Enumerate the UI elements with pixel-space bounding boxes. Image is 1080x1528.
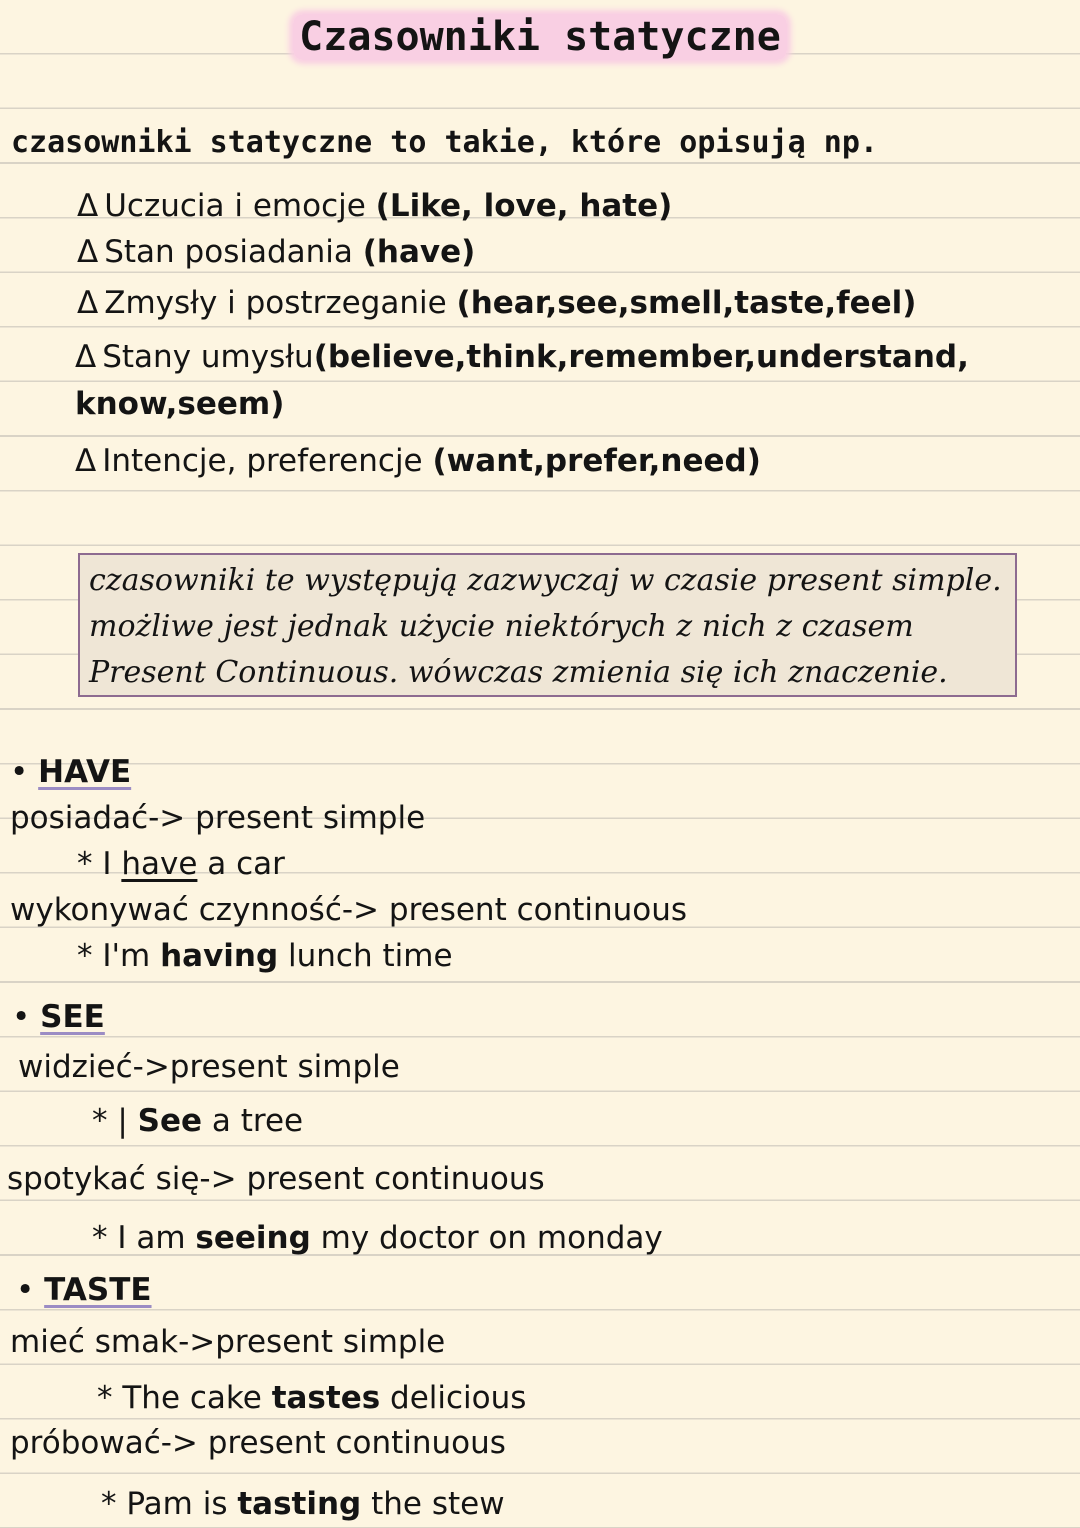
note-line: możliwe jest jednak użycie niektórych z nich z czasem xyxy=(89,609,914,644)
taste-simple-meaning: mieć smak->present simple xyxy=(10,1324,446,1360)
category-feelings: Δ Uczucia i emocje (Like, love, hate) xyxy=(77,188,673,224)
category-senses: Δ Zmysły i postrzeganie (hear,see,smell,taste,feel) xyxy=(77,285,917,321)
category-mind-continued: know,seem) xyxy=(75,386,285,422)
bullet-dot: • xyxy=(12,999,31,1035)
see-simple-meaning: widzieć->present simple xyxy=(18,1049,400,1085)
section-heading-taste: • TASTE xyxy=(16,1272,152,1308)
have-continuous-example: * I'm having lunch time xyxy=(77,938,453,974)
see-continuous-example: * I am seeing my doctor on monday xyxy=(92,1220,663,1256)
have-simple-example: * I have a car xyxy=(77,846,285,882)
taste-continuous-meaning: próbować-> present continuous xyxy=(10,1425,506,1461)
note-box xyxy=(78,553,1017,697)
have-simple-meaning: posiadać-> present simple xyxy=(10,800,426,836)
triangle-icon: Δ xyxy=(75,443,97,479)
category-mind: Δ Stany umysłu(believe,think,remember,understand, xyxy=(75,339,969,375)
see-simple-example: * | See a tree xyxy=(92,1103,304,1139)
taste-continuous-example: * Pam is tasting the stew xyxy=(101,1486,505,1522)
have-continuous-meaning: wykonywać czynność-> present continuous xyxy=(10,892,688,928)
triangle-icon: Δ xyxy=(77,234,99,270)
section-heading-see: • SEE xyxy=(12,999,105,1035)
triangle-icon: Δ xyxy=(77,188,99,224)
note-line: czasowniki te występują zazwyczaj w czasie present simple. xyxy=(89,563,1002,598)
bullet-dot: • xyxy=(10,754,29,790)
bullet-dot: • xyxy=(16,1272,35,1308)
category-intentions: Δ Intencje, preferencje (want,prefer,need) xyxy=(75,443,761,479)
category-possession: Δ Stan posiadania (have) xyxy=(77,234,476,270)
see-continuous-meaning: spotykać się-> present continuous xyxy=(7,1161,545,1197)
section-heading-have: • HAVE xyxy=(10,754,132,790)
page-title: Czasowniki statyczne xyxy=(0,12,1080,62)
note-line: Present Continuous. wówczas zmienia się ich znaczenie. xyxy=(89,655,948,690)
triangle-icon: Δ xyxy=(77,285,99,321)
triangle-icon: Δ xyxy=(75,339,97,375)
intro-text: czasowniki statyczne to takie, które opisują np. xyxy=(11,125,878,160)
taste-simple-example: * The cake tastes delicious xyxy=(97,1380,527,1416)
